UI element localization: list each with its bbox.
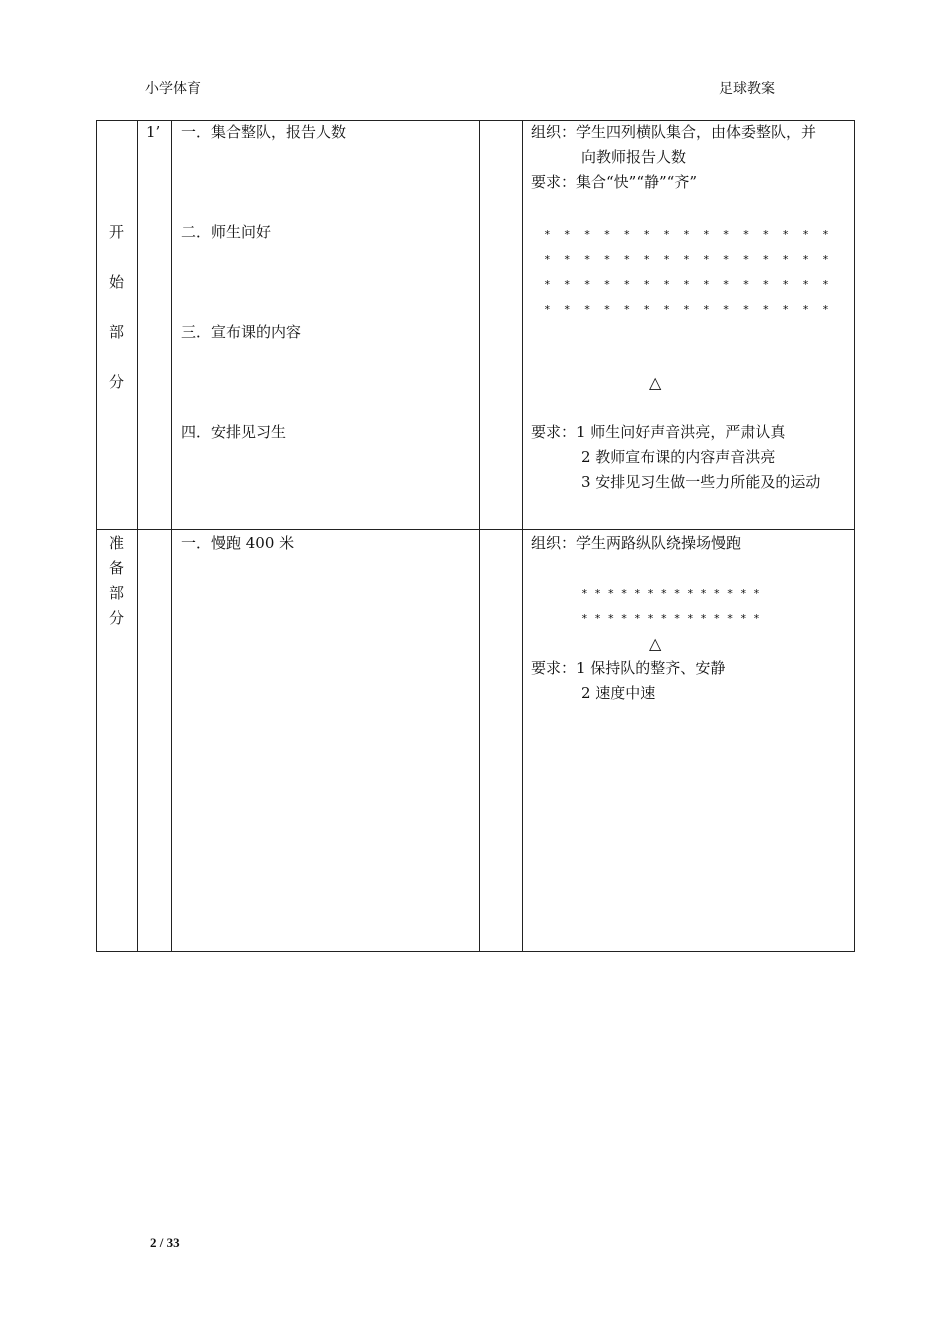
section-label-char: 分 (109, 609, 125, 627)
page-number: 2 / 33 (150, 1235, 180, 1250)
organization-text: 组织：学生四列横队集合，由体委整队，并 (531, 123, 817, 141)
student-formation-row: * * * * * * * * * * * * * * * (544, 278, 829, 291)
requirement-text: 2 教师宣布课的内容声音洪亮 (581, 448, 776, 466)
section-label-char: 部 (109, 323, 125, 341)
student-formation-row: * * * * * * * * * * * * * * * (544, 303, 829, 316)
content-item: 一．慢跑 400 米 (181, 534, 295, 552)
section-label-cell (97, 530, 138, 952)
header-right: 足球教案 (719, 81, 775, 97)
student-formation-row: * * * * * * * * * * * * * * * (544, 253, 829, 266)
content-cell (172, 530, 480, 952)
teacher-triangle-icon: △ (649, 634, 662, 653)
student-formation-row: * * * * * * * * * * * * * * * (544, 228, 829, 241)
lesson-plan-table (96, 120, 855, 952)
section-label-char: 分 (109, 373, 125, 391)
teacher-triangle-icon: △ (649, 373, 662, 392)
section-label-char: 开 (109, 223, 125, 241)
section-label-char: 准 (109, 534, 125, 552)
section-label-cell (97, 121, 138, 530)
content-item: 二．师生问好 (181, 223, 272, 241)
content-cell (172, 121, 480, 530)
section-warmup-row (97, 530, 855, 952)
header-left: 小学体育 (145, 81, 201, 97)
organization-cell (523, 121, 855, 530)
requirement-text: 要求：1 保持队的整齐、安静 (531, 659, 726, 677)
section-label-char: 备 (109, 559, 125, 577)
organization-text: 向教师报告人数 (581, 148, 687, 166)
content-item: 一．集合整队，报告人数 (181, 123, 347, 141)
student-formation-row: * * * * * * * * * * * * * * (581, 587, 760, 600)
count-cell (480, 121, 523, 530)
time-cell (138, 530, 172, 952)
section-start-row (97, 121, 855, 530)
requirement-text: 要求：集合“快”“静”“齐” (531, 173, 698, 191)
requirement-text: 3 安排见习生做一些力所能及的运动 (581, 473, 821, 491)
section-label-char: 始 (109, 273, 125, 291)
content-item: 四．安排见习生 (181, 423, 287, 441)
section-label-char: 部 (109, 584, 125, 602)
student-formation-row: * * * * * * * * * * * * * * (581, 612, 760, 625)
organization-text: 组织：学生两路纵队绕操场慢跑 (531, 534, 742, 552)
requirement-text: 要求：1 师生问好声音洪亮，严肃认真 (531, 423, 786, 441)
organization-cell (523, 530, 855, 952)
content-item: 三．宣布课的内容 (181, 323, 302, 341)
time-cell (138, 121, 172, 530)
count-cell (480, 530, 523, 952)
requirement-text: 2 速度中速 (581, 684, 656, 702)
time-value: 1’ (146, 123, 161, 141)
